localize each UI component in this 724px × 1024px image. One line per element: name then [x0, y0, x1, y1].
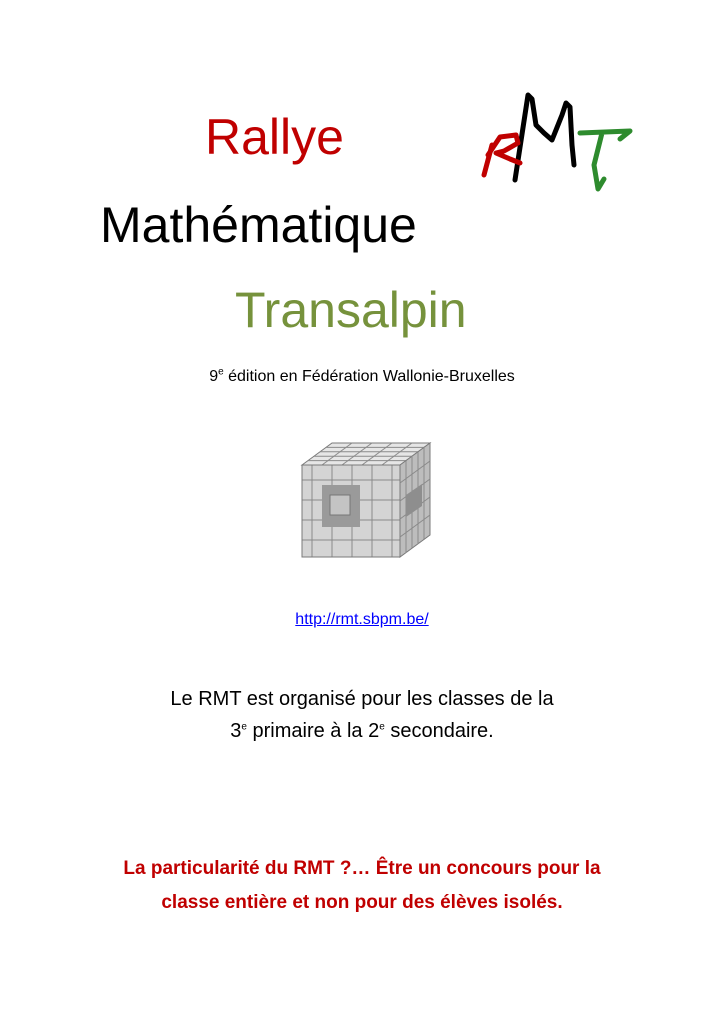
highlight-paragraph	[40, 852, 684, 920]
highlight-line-2: classe entière et non pour des élèves isolés.	[161, 892, 563, 913]
title-transalpin: Transalpin	[235, 282, 467, 338]
logo-letter-t	[580, 131, 630, 189]
info-line-2: 3e primaire à la 2e secondaire.	[230, 720, 494, 742]
edition-line: 9e édition en Fédération Wallonie-Bruxelles	[209, 366, 515, 385]
title-rallye: Rallye	[205, 109, 344, 165]
website-link-row	[0, 611, 724, 629]
highlight-line-1: La particularité du RMT ?… Être un concours pour la	[123, 858, 601, 879]
website-link[interactable]: http://rmt.sbpm.be/	[295, 611, 429, 628]
rmt-logo	[470, 85, 640, 195]
title-mathematique: Mathématique	[100, 197, 417, 253]
info-paragraph	[0, 683, 724, 747]
info-line-1: Le RMT est organisé pour les classes de la	[170, 688, 554, 710]
cube-puzzle-icon	[292, 440, 432, 560]
logo-letter-m	[515, 95, 574, 180]
